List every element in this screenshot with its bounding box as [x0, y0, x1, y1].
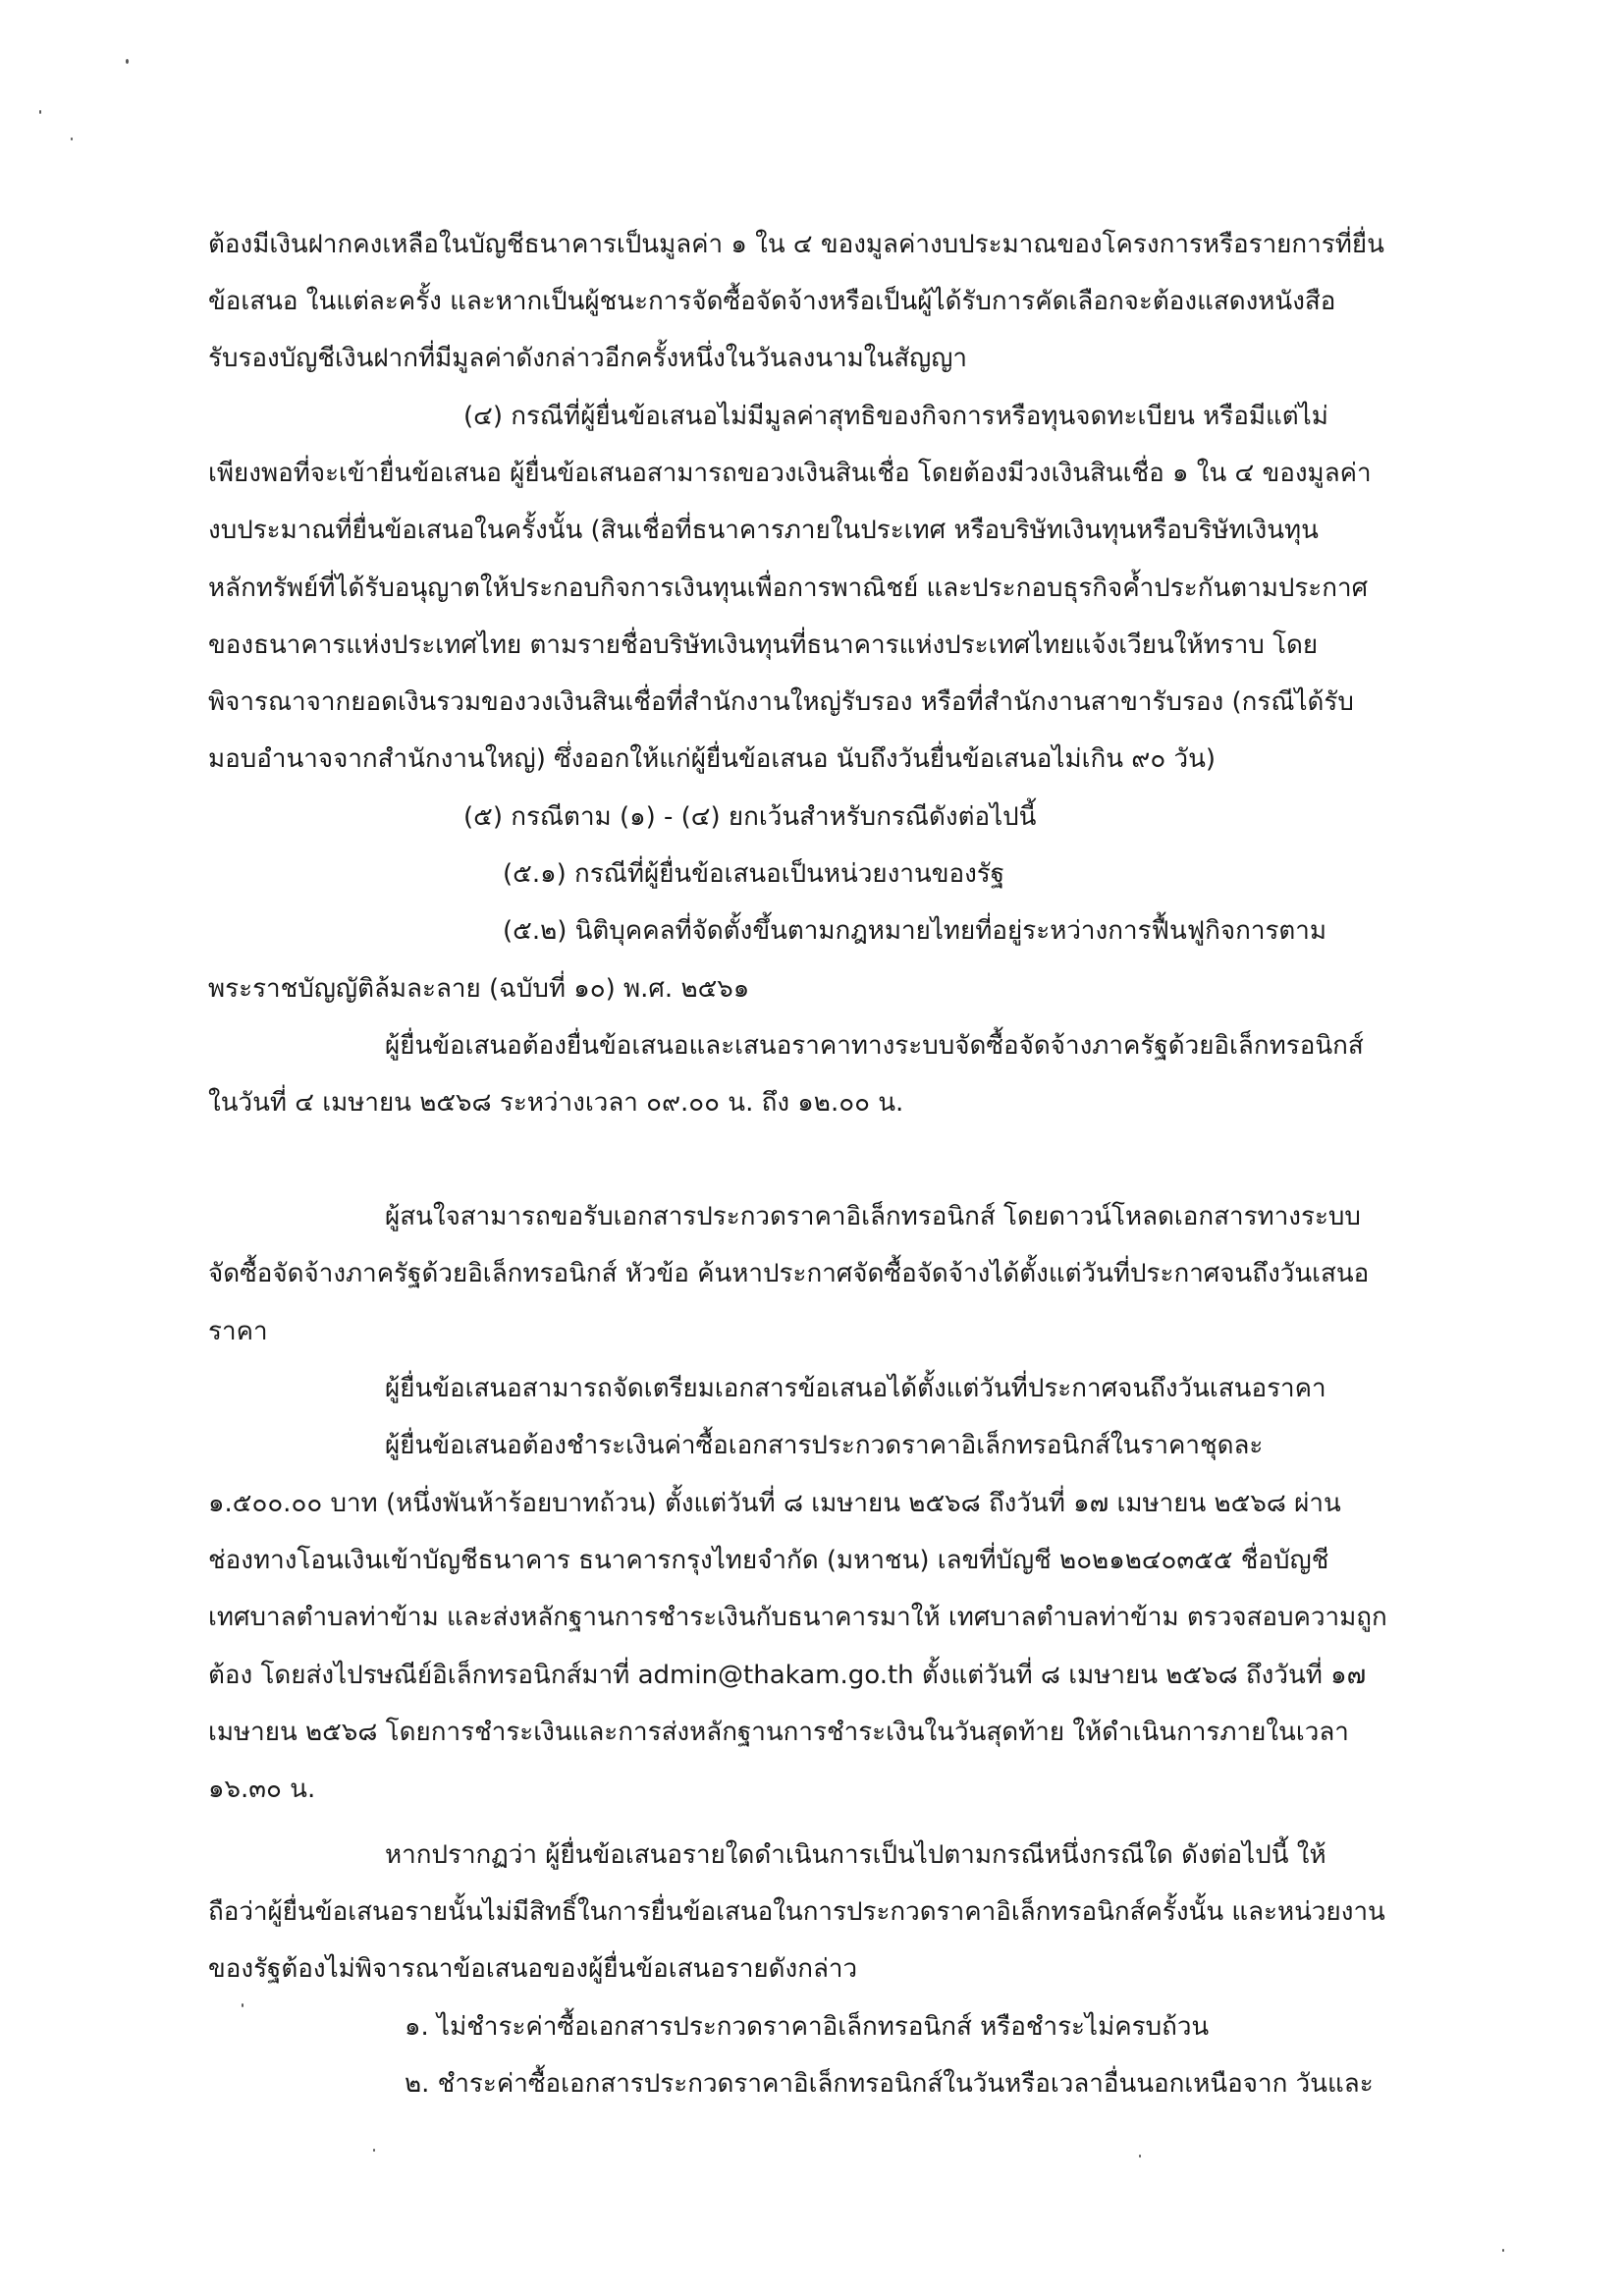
text-line-7: หลักทรัพย์ที่ได้รับอนุญาตให้ประกอบกิจการเงินทุนเพื่อการพาณิชย์ และประกอบธุรกิจค้ำประกันตามประกาศ — [208, 574, 1369, 603]
text-line-23: ช่องทางโอนเงินเข้าบัญชีธนาคาร ธนาคารกรุงไทยจำกัด (มหาชน) เลขที่บัญชี ๒๐๒๑๒๔๐๓๕๕ ชื่อบัญชี — [208, 1546, 1329, 1575]
text-line-18: จัดซื้อจัดจ้างภาครัฐด้วยอิเล็กทรอนิกส์ หัวข้อ ค้นหาประกาศจัดซื้อจัดจ้างได้ตั้งแต่วันที่ประกาศจนถึงวันเสนอ — [208, 1259, 1370, 1288]
text-line-12: (๕.๑) กรณีที่ผู้ยื่นข้อเสนอเป็นหน่วยงานของรัฐ — [503, 859, 1005, 889]
text-line-10: มอบอำนาจจากสำนักงานใหญ่) ซึ่งออกให้แก่ผู้ยื่นข้อเสนอ นับถึงวันยื่นข้อเสนอไม่เกิน ๙๐ วัน) — [208, 744, 1216, 774]
text-line-20: ผู้ยื่นข้อเสนอสามารถจัดเตรียมเอกสารข้อเสนอได้ตั้งแต่วันที่ประกาศจนถึงวันเสนอราคา — [385, 1374, 1326, 1403]
text-line-16: ในวันที่ ๔ เมษายน ๒๕๖๘ ระหว่างเวลา ๐๙.๐๐ น. ถึง ๑๒.๐๐ น. — [208, 1088, 904, 1118]
text-line-13: (๕.๒) นิติบุคคลที่จัดตั้งขึ้นตามกฎหมายไทยที่อยู่ระหว่างการฟื้นฟูกิจการตาม — [503, 916, 1327, 946]
text-line-4: (๔) กรณีที่ผู้ยื่นข้อเสนอไม่มีมูลค่าสุทธิของกิจการหรือทุนจดทะเบียน หรือมีแต่ไม่ — [463, 402, 1328, 431]
text-line-9: พิจารณาจากยอดเงินรวมของวงเงินสินเชื่อที่สำนักงานใหญ่รับรอง หรือที่สำนักงานสาขารับรอง (กรณีได้รับ — [208, 687, 1354, 717]
text-line-14: พระราชบัญญัติล้มละลาย (ฉบับที่ ๑๐) พ.ศ. ๒๕๖๑ — [208, 974, 750, 1004]
text-line-22: ๑.๕๐๐.๐๐ บาท (หนึ่งพันห้าร้อยบาทถ้วน) ตั้งแต่วันที่ ๘ เมษายน ๒๕๖๘ ถึงวันที่ ๑๗ เมษายน ๒๕๖๘ ผ่าน — [208, 1489, 1341, 1518]
scan-speck — [39, 110, 41, 114]
text-line-19: ราคา — [208, 1317, 268, 1346]
text-line-27: ๑๖.๓๐ น. — [208, 1775, 316, 1804]
text-line-29: ถือว่าผู้ยื่นข้อเสนอรายนั้นไม่มีสิทธิ์ในการยื่นข้อเสนอในการประกวดราคาอิเล็กทรอนิกส์ครั้งนั้น และหน่วยงาน — [208, 1897, 1385, 1927]
text-line-11: (๕) กรณีตาม (๑) - (๔) ยกเว้นสำหรับกรณีดังต่อไปนี้ — [463, 802, 1037, 832]
scan-speck — [242, 2003, 243, 2007]
text-line-30: ของรัฐต้องไม่พิจารณาข้อเสนอของผู้ยื่นข้อเสนอรายดังกล่าว — [208, 1954, 858, 1984]
text-line-21: ผู้ยื่นข้อเสนอต้องชำระเงินค่าซื้อเอกสารประกวดราคาอิเล็กทรอนิกส์ในราคาชุดละ — [385, 1431, 1264, 1460]
scan-speck — [126, 59, 129, 64]
text-line-17: ผู้สนใจสามารถขอรับเอกสารประกวดราคาอิเล็กทรอนิกส์ โดยดาวน์โหลดเอกสารทางระบบ — [385, 1202, 1361, 1231]
text-line-28: หากปรากฏว่า ผู้ยื่นข้อเสนอรายใดดำเนินการเป็นไปตามกรณีหนึ่งกรณีใด ดังต่อไปนี้ ให้ — [385, 1840, 1326, 1870]
scan-speck — [1139, 2155, 1141, 2158]
text-line-3: รับรองบัญชีเงินฝากที่มีมูลค่าดังกล่าวอีกครั้งหนึ่งในวันลงนามในสัญญา — [208, 344, 968, 373]
text-line-2: ข้อเสนอ ในแต่ละครั้ง และหากเป็นผู้ชนะการจัดซื้อจัดจ้างหรือเป็นผู้ได้รับการคัดเลือกจะต้องแสดงหนังสือ — [208, 287, 1336, 316]
text-line-1: ต้องมีเงินฝากคงเหลือในบัญชีธนาคารเป็นมูลค่า ๑ ใน ๔ ของมูลค่างบประมาณของโครงการหรือรายการที่ยื่น — [208, 230, 1384, 259]
scan-speck — [1502, 2249, 1504, 2252]
text-line-32: ๒. ชำระค่าซื้อเอกสารประกวดราคาอิเล็กทรอนิกส์ในวันหรือเวลาอื่นนอกเหนือจาก วันและ — [405, 2069, 1374, 2099]
text-line-15: ผู้ยื่นข้อเสนอต้องยื่นข้อเสนอและเสนอราคาทางระบบจัดซื้อจัดจ้างภาครัฐด้วยอิเล็กทรอนิกส์ — [385, 1031, 1364, 1061]
text-line-24: เทศบาลตำบลท่าข้าม และส่งหลักฐานการชำระเงินกับธนาคารมาให้ เทศบาลตำบลท่าข้าม ตรวจสอบความถูก — [208, 1603, 1387, 1632]
scan-speck — [71, 137, 73, 140]
text-line-26: เมษายน ๒๕๖๘ โดยการชำระเงินและการส่งหลักฐานการชำระเงินในวันสุดท้าย ให้ดำเนินการภายในเวลา — [208, 1718, 1349, 1747]
scan-speck — [373, 2149, 375, 2152]
text-line-25: ต้อง โดยส่งไปรษณีย์อิเล็กทรอนิกส์มาที่ admin@thakam.go.th ตั้งแต่วันที่ ๘ เมษายน ๒๕๖๘ ถึงวันที่ ๑๗ — [208, 1661, 1367, 1690]
text-line-5: เพียงพอที่จะเข้ายื่นข้อเสนอ ผู้ยื่นข้อเสนอสามารถขอวงเงินสินเชื่อ โดยต้องมีวงเงินสินเชื่อ ๑ ใน ๔ ของมูลค่า — [208, 459, 1372, 488]
text-line-8: ของธนาคารแห่งประเทศไทย ตามรายชื่อบริษัทเงินทุนที่ธนาคารแห่งประเทศไทยแจ้งเวียนให้ทราบ โดย — [208, 630, 1319, 660]
text-line-31: ๑. ไม่ชำระค่าซื้อเอกสารประกวดราคาอิเล็กทรอนิกส์ หรือชำระไม่ครบถ้วน — [405, 2012, 1210, 2042]
text-line-6: งบประมาณที่ยื่นข้อเสนอในครั้งนั้น (สินเชื่อที่ธนาคารภายในประเทศ หรือบริษัทเงินทุนหรือบริษัทเงินทุน — [208, 516, 1319, 545]
